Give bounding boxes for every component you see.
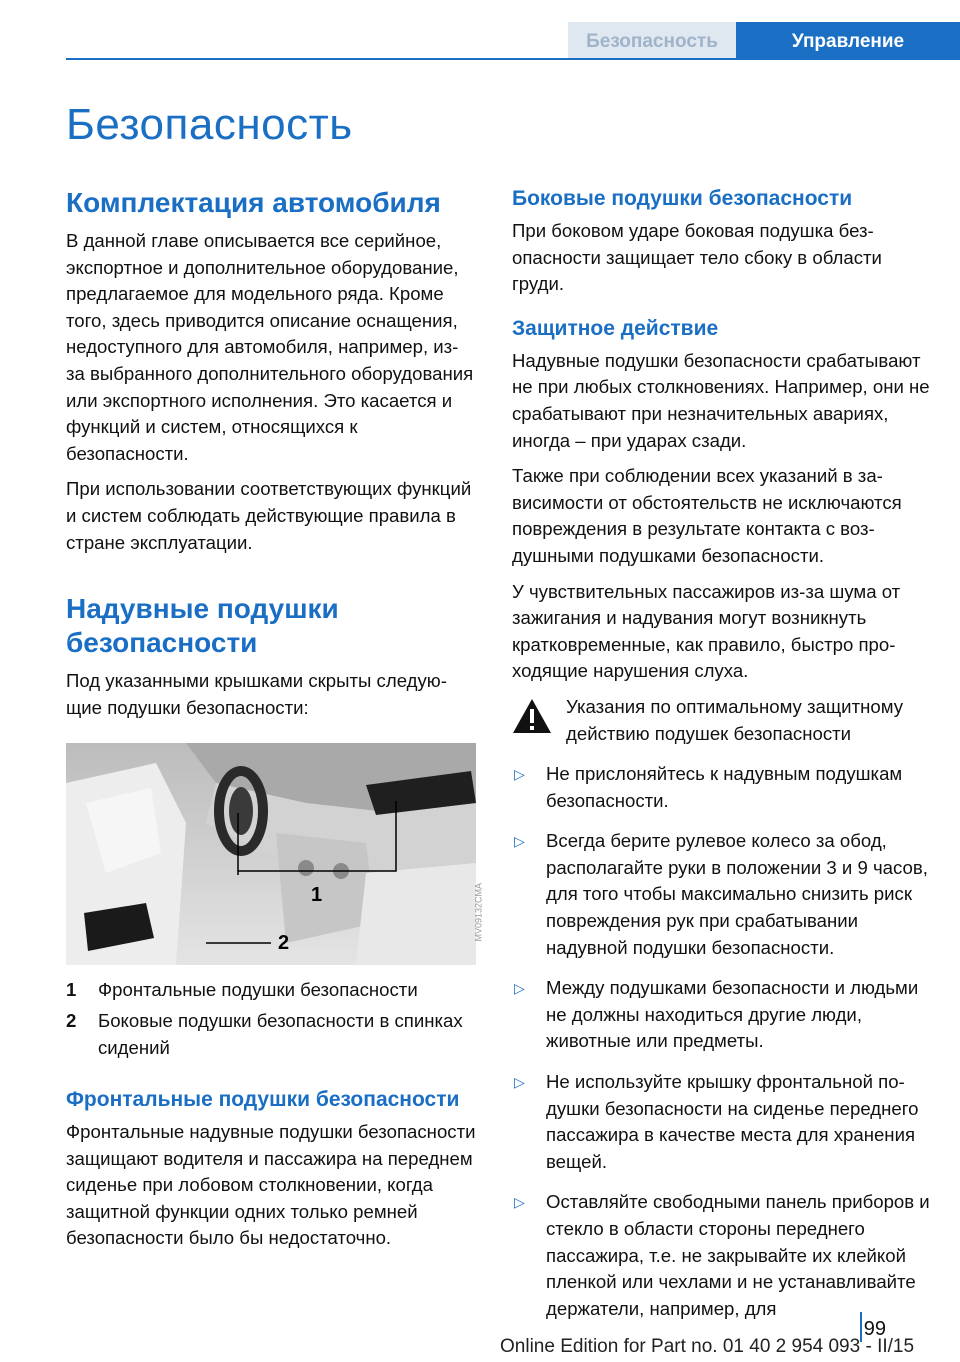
bullet-triangle-icon: ▷	[514, 833, 525, 850]
figure-code: MV09132CMA	[474, 883, 484, 942]
list-item-text: Всегда берите рулевое колесо за обод, располагайте руки в положении 3 и 9 часов, для того чтобы максимально снизить риск повреждения рук при срабатывании надувной подушки безопасности.	[546, 830, 928, 958]
list-item	[512, 1189, 932, 1322]
list-item-text: Между подушками безопасности и людьми не должны находиться другие люди, животные или предметы.	[546, 977, 919, 1052]
heading-equipment: Комплектация автомобиля	[66, 187, 441, 218]
paragraph-side-airbags: При боковом ударе боковая подушка безопасности защищает тело сбоку в области груди.	[512, 220, 882, 295]
header-tab-section: Безопасность	[568, 22, 736, 60]
legend-item	[66, 1008, 476, 1061]
car-interior-drawing	[66, 743, 476, 965]
airbag-illustration	[66, 743, 484, 965]
footer-edition-text: Online Edition for Part no. 01 40 2 954 093 - II/15	[500, 1336, 915, 1357]
legend-number: 2	[66, 1009, 77, 1031]
left-column	[66, 186, 484, 1261]
paragraph-protect-1: Надувные подушки безопасности срабатывают не при любых столкновениях. Например, они не срабатывают при незначительных авариях, иногда – при ударах сзади.	[512, 349, 930, 451]
safety-bullet-list	[512, 761, 932, 1322]
legend-text: Боковые подушки безопасности в спинках сидений	[98, 1009, 463, 1058]
chapter-title: Безопасность	[66, 100, 353, 149]
list-item-text: Не прислоняйтесь к надувным подушкам безопасности.	[546, 763, 903, 811]
bullet-triangle-icon: ▷	[514, 1074, 525, 1091]
list-item-text: Не используйте крышку фронтальной подушки безопасности на сиденье переднего пассажира в качестве места для хранения вещей.	[546, 1071, 919, 1172]
heading-airbags: Надувные подушки безопасности	[66, 593, 339, 659]
callout-2-label: 2	[278, 932, 290, 955]
paragraph-equipment-2: При использовании соответствующих функций и систем соблюдать действующие правила в стране эксплуатации.	[66, 478, 472, 553]
legend-number: 1	[66, 979, 77, 1001]
warning-text: Указания по оптимальному защитному действию подушек безопасности	[566, 695, 903, 744]
heading-front-airbags: Фронтальные подушки безопасности	[66, 1088, 460, 1112]
list-item	[512, 1069, 932, 1175]
page-header	[66, 22, 960, 60]
bullet-triangle-icon: ▷	[514, 1194, 525, 1211]
paragraph-protect-3: У чувствительных пассажиров из-за шума от зажигания и надувания могут возникнуть кратковременные, как правило, быстро проходящие нарушения слуха.	[512, 580, 901, 682]
paragraph-protect-2: Также при соблюдении всех указаний в зависимости от обстоятельств не исключаются повреждения в результате контакта с воздушными подушками безопасности.	[512, 465, 902, 566]
bullet-triangle-icon: ▷	[514, 766, 525, 783]
paragraph-front-airbags: Фронтальные надувные подушки безопасности защищают водителя и пассажира на переднем сиденье при лобовом столкновении, когда защитной функции одних только ремней безопасности было бы недостаточно.	[66, 1121, 476, 1249]
callout-1-label: 1	[311, 884, 323, 907]
bullet-triangle-icon: ▷	[514, 980, 525, 997]
page-number: 99	[863, 1318, 886, 1340]
legend-item	[66, 977, 476, 1004]
right-column	[512, 186, 932, 1336]
list-item	[512, 761, 932, 814]
heading-protective-action: Защитное действие	[512, 316, 719, 340]
list-item-text: Оставляйте свободными панель приборов и стекло в области стороны переднего пассажира, т.е. не закрывайте их клейкой пленкой или чехлами и не устанавливайте держатели, например, для	[546, 1191, 930, 1319]
legend-text: Фронтальные подушки безопасности	[98, 979, 418, 1001]
heading-side-airbags: Боковые подушки безопасности	[512, 187, 853, 210]
warning-triangle-icon	[512, 698, 552, 734]
paragraph-equipment-1: В данной главе описывается все серийное, экспортное и дополнительное оборудование, предлагаемое для модельного ряда. Кроме того, здесь приводится описание оснащения, недоступного для автомобиля, например, из-за выбранного дополнительного оборудования или экспортного исполнения. Это касается и функций и систем, относящихся к безопасности.	[66, 230, 474, 464]
header-rule	[66, 58, 960, 60]
footer-edition	[500, 1336, 914, 1358]
header-tab-chapter: Управление	[736, 22, 960, 60]
list-item	[512, 828, 932, 961]
warning-notice	[512, 694, 932, 747]
list-item	[512, 975, 932, 1055]
paragraph-airbags: Под указанными крышками скрыты следующие подушки безопасности:	[66, 670, 447, 718]
